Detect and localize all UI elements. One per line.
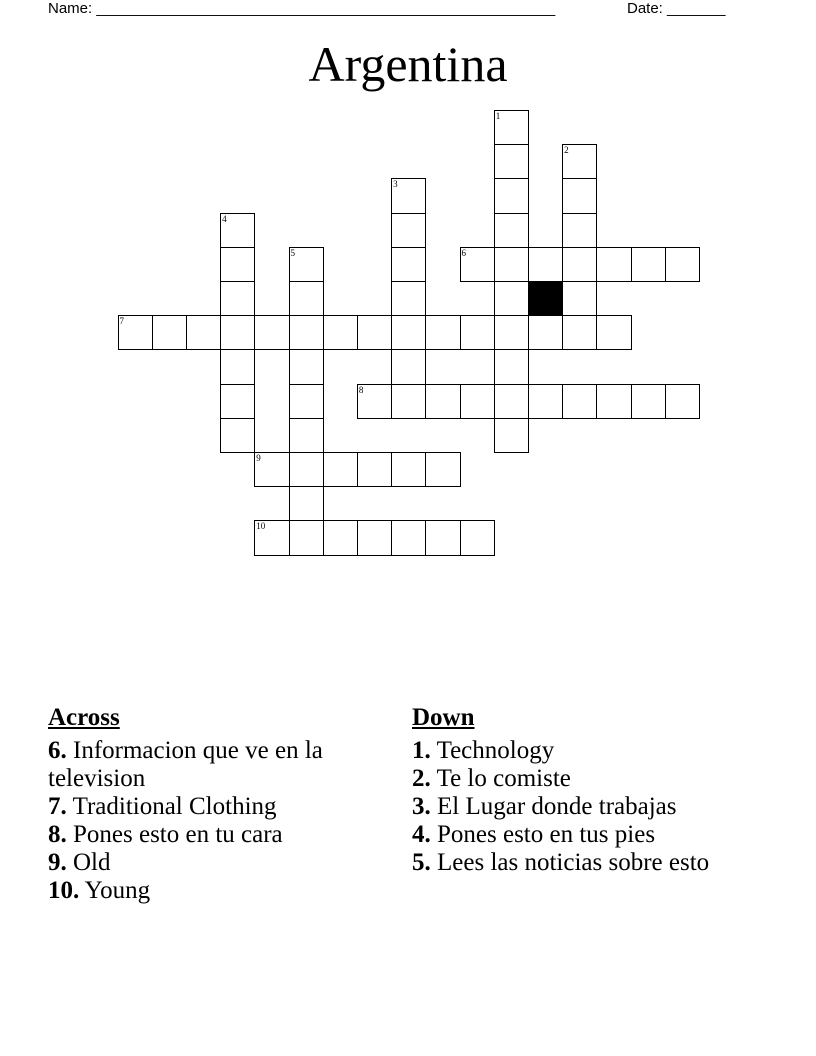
crossword-cell[interactable]	[631, 384, 666, 419]
crossword-cell[interactable]	[631, 247, 666, 282]
crossword-cell[interactable]	[494, 178, 529, 213]
crossword-cell[interactable]	[562, 384, 597, 419]
clue-text: Young	[84, 877, 151, 904]
crossword-cell[interactable]	[494, 281, 529, 316]
crossword-cell[interactable]	[425, 315, 460, 350]
crossword-cell[interactable]	[494, 418, 529, 453]
crossword-cell[interactable]	[289, 315, 324, 350]
crossword-cell[interactable]	[391, 452, 426, 487]
crossword-cell[interactable]	[494, 110, 529, 145]
crossword-cell[interactable]	[391, 213, 426, 248]
crossword-cell[interactable]	[528, 247, 563, 282]
crossword-cell[interactable]	[494, 144, 529, 179]
crossword-cell[interactable]	[596, 315, 631, 350]
crossword-cell[interactable]	[494, 315, 529, 350]
crossword-cell[interactable]	[425, 384, 460, 419]
crossword-cell[interactable]	[220, 315, 255, 350]
crossword-cell[interactable]	[289, 452, 324, 487]
crossword-cell[interactable]	[289, 349, 324, 384]
crossword-cell[interactable]	[562, 144, 597, 179]
clue-text: Informacion que ve en la television	[48, 737, 323, 792]
crossword-cell[interactable]	[425, 520, 460, 555]
crossword-cell[interactable]	[220, 349, 255, 384]
crossword-cell[interactable]	[460, 384, 495, 419]
down-heading: Down	[412, 704, 475, 731]
across-clue	[48, 737, 378, 793]
crossword-cell[interactable]	[289, 247, 324, 282]
crossword-cell[interactable]	[391, 178, 426, 213]
crossword-cell[interactable]	[391, 281, 426, 316]
across-clue	[48, 877, 378, 905]
clue-text: Pones esto en tus pies	[437, 821, 656, 848]
down-clue	[412, 793, 742, 821]
crossword-cell[interactable]	[323, 452, 358, 487]
crossword-cell[interactable]	[391, 315, 426, 350]
crossword-cell[interactable]	[220, 281, 255, 316]
crossword-cell[interactable]	[289, 418, 324, 453]
clue-text: Technology	[436, 737, 555, 764]
clue-text: Traditional Clothing	[72, 793, 277, 820]
crossword-cell[interactable]	[118, 315, 153, 350]
down-clue	[412, 737, 742, 765]
crossword-cell[interactable]	[289, 384, 324, 419]
crossword-cell[interactable]	[596, 384, 631, 419]
clue-text: Pones esto en tu cara	[73, 821, 283, 848]
crossword-cell[interactable]	[562, 247, 597, 282]
crossword-cell[interactable]	[357, 452, 392, 487]
clue-number: 5.	[412, 849, 431, 876]
down-clues	[412, 703, 742, 877]
clue-number-label: 2	[564, 145, 569, 156]
clue-number: 7.	[48, 793, 67, 820]
crossword-cell[interactable]	[665, 247, 700, 282]
down-clue	[412, 765, 742, 793]
crossword-block	[528, 281, 563, 316]
across-clue	[48, 821, 378, 849]
page-title: Argentina	[308, 36, 508, 92]
crossword-cell[interactable]	[323, 520, 358, 555]
clue-text: Old	[73, 849, 111, 876]
clue-number-label: 6	[461, 247, 466, 258]
clue-number: 10.	[48, 877, 80, 904]
crossword-cell[interactable]	[254, 452, 289, 487]
crossword-cell[interactable]	[460, 315, 495, 350]
crossword-cell[interactable]	[289, 520, 324, 555]
clue-number: 3.	[412, 793, 431, 820]
crossword-cell[interactable]	[460, 520, 495, 555]
clue-number: 6.	[48, 737, 67, 764]
clue-number-label: 10	[256, 521, 266, 532]
crossword-cell[interactable]	[460, 247, 495, 282]
crossword-cell[interactable]	[357, 520, 392, 555]
clue-number: 8.	[48, 821, 67, 848]
crossword-cell[interactable]	[425, 452, 460, 487]
crossword-cell[interactable]	[562, 178, 597, 213]
crossword-cell[interactable]	[152, 315, 187, 350]
down-clue	[412, 821, 742, 849]
crossword-cell[interactable]	[391, 349, 426, 384]
date-field-label[interactable]: Date: _______	[627, 0, 726, 17]
crossword-cell[interactable]	[494, 384, 529, 419]
across-clues	[48, 703, 378, 905]
clue-number: 1.	[412, 737, 431, 764]
crossword-cell[interactable]	[528, 384, 563, 419]
crossword-cell[interactable]	[220, 213, 255, 248]
crossword-cell[interactable]	[254, 315, 289, 350]
clue-number-label: 3	[393, 179, 398, 190]
crossword-cell[interactable]	[186, 315, 221, 350]
down-clue	[412, 849, 742, 877]
clue-number-label: 1	[495, 111, 501, 121]
crossword-cell[interactable]	[357, 315, 392, 350]
crossword-cell[interactable]	[562, 281, 597, 316]
crossword-cell[interactable]	[391, 520, 426, 555]
across-clue	[48, 849, 378, 877]
name-field-label[interactable]: Name: _______________________________________________________	[48, 0, 556, 17]
crossword-cell[interactable]	[220, 384, 255, 419]
clue-number-label: 4	[222, 213, 227, 224]
crossword-cell[interactable]	[289, 281, 324, 316]
crossword-cell[interactable]	[254, 520, 289, 555]
clue-number-label: 7	[119, 316, 124, 327]
clue-text: El Lugar donde trabajas	[437, 793, 677, 820]
crossword-cell[interactable]	[596, 247, 631, 282]
crossword-cell[interactable]	[494, 349, 529, 384]
clue-number: 9.	[48, 849, 67, 876]
clue-text: Te lo comiste	[436, 765, 571, 792]
crossword-cell[interactable]	[562, 315, 597, 350]
clue-number-label: 9	[256, 453, 261, 463]
clue-text: Lees las noticias sobre esto	[437, 849, 710, 876]
crossword-cell[interactable]	[220, 247, 255, 282]
crossword-cell[interactable]	[494, 213, 529, 248]
crossword-cell[interactable]	[562, 213, 597, 248]
crossword-cell[interactable]	[494, 247, 529, 282]
clue-number-label: 5	[290, 247, 295, 258]
crossword-cell[interactable]	[323, 315, 358, 350]
crossword-cell[interactable]	[391, 384, 426, 419]
crossword-cell[interactable]	[391, 247, 426, 282]
across-clue	[48, 793, 378, 821]
crossword-cell[interactable]	[289, 486, 324, 521]
crossword-cell[interactable]	[220, 418, 255, 453]
crossword-cell[interactable]	[357, 384, 392, 419]
crossword-cell[interactable]	[528, 315, 563, 350]
clue-number: 2.	[412, 765, 431, 792]
crossword-cell[interactable]	[665, 384, 700, 419]
clue-number: 4.	[412, 821, 431, 848]
clue-number-label: 8	[358, 384, 364, 395]
across-heading: Across	[48, 704, 120, 731]
